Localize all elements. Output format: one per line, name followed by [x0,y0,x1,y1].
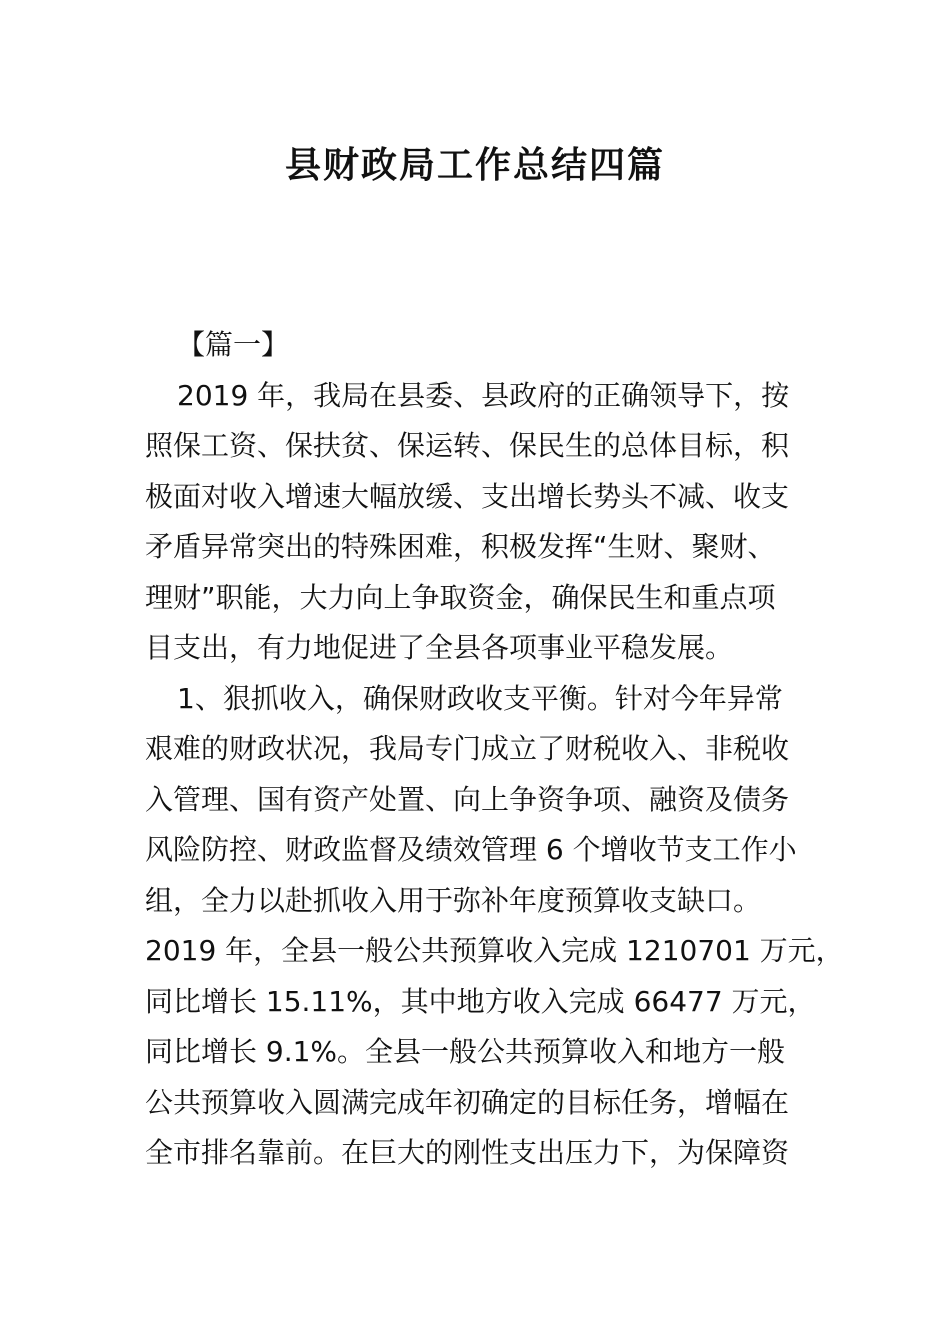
paragraph-line: 2019 年，我局在县委、县政府的正确领导下，按 [177,378,790,412]
paragraph-line: 同比增长 15.11%，其中地方收入完成 66477 万元， [145,984,816,1018]
paragraph-line: 目支出，有力地促进了全县各项事业平稳发展。 [145,631,734,664]
paragraph-line: 理财”职能，大力向上争取资金，确保民生和重点项 [145,580,776,614]
paragraph-line: 照保工资、保扶贫、保运转、保民生的总体目标，积 [145,429,790,462]
paragraph-line: 全市排名靠前。在巨大的刚性支出压力下，为保障资 [145,1136,790,1169]
paragraph-line: 1、狠抓收入，确保财政收支平衡。针对今年异常 [177,681,783,715]
section-heading: 【篇一】 [177,328,290,361]
paragraph-line: 公共预算收入圆满完成年初确定的目标任务，增幅在 [145,1085,790,1119]
paragraph-line: 艰难的财政状况，我局专门成立了财税收入、非税收 [145,732,790,765]
paragraph-line: 组，全力以赴抓收入用于弥补年度预算收支缺口。 [145,883,762,917]
document-body [145,320,844,1179]
document-title: 县财政局工作总结四篇 [284,145,665,186]
paragraph-line: 风险防控、财政监督及绩效管理 6 个增收节支工作小 [145,833,797,866]
paragraph-line: 入管理、国有资产处置、向上争资争项、融资及债务 [145,782,790,816]
paragraph-line: 矛盾异常突出的特殊困难，积极发挥“生财、聚财、 [145,530,776,563]
paragraph-line: 同比增长 9.1%。全县一般公共预算收入和地方一般 [145,1035,786,1068]
paragraph-line: 2019 年，全县一般公共预算收入完成 1210701 万元， [145,934,844,967]
paragraph-line: 极面对收入增速大幅放缓、支出增长势头不减、收支 [145,479,790,513]
